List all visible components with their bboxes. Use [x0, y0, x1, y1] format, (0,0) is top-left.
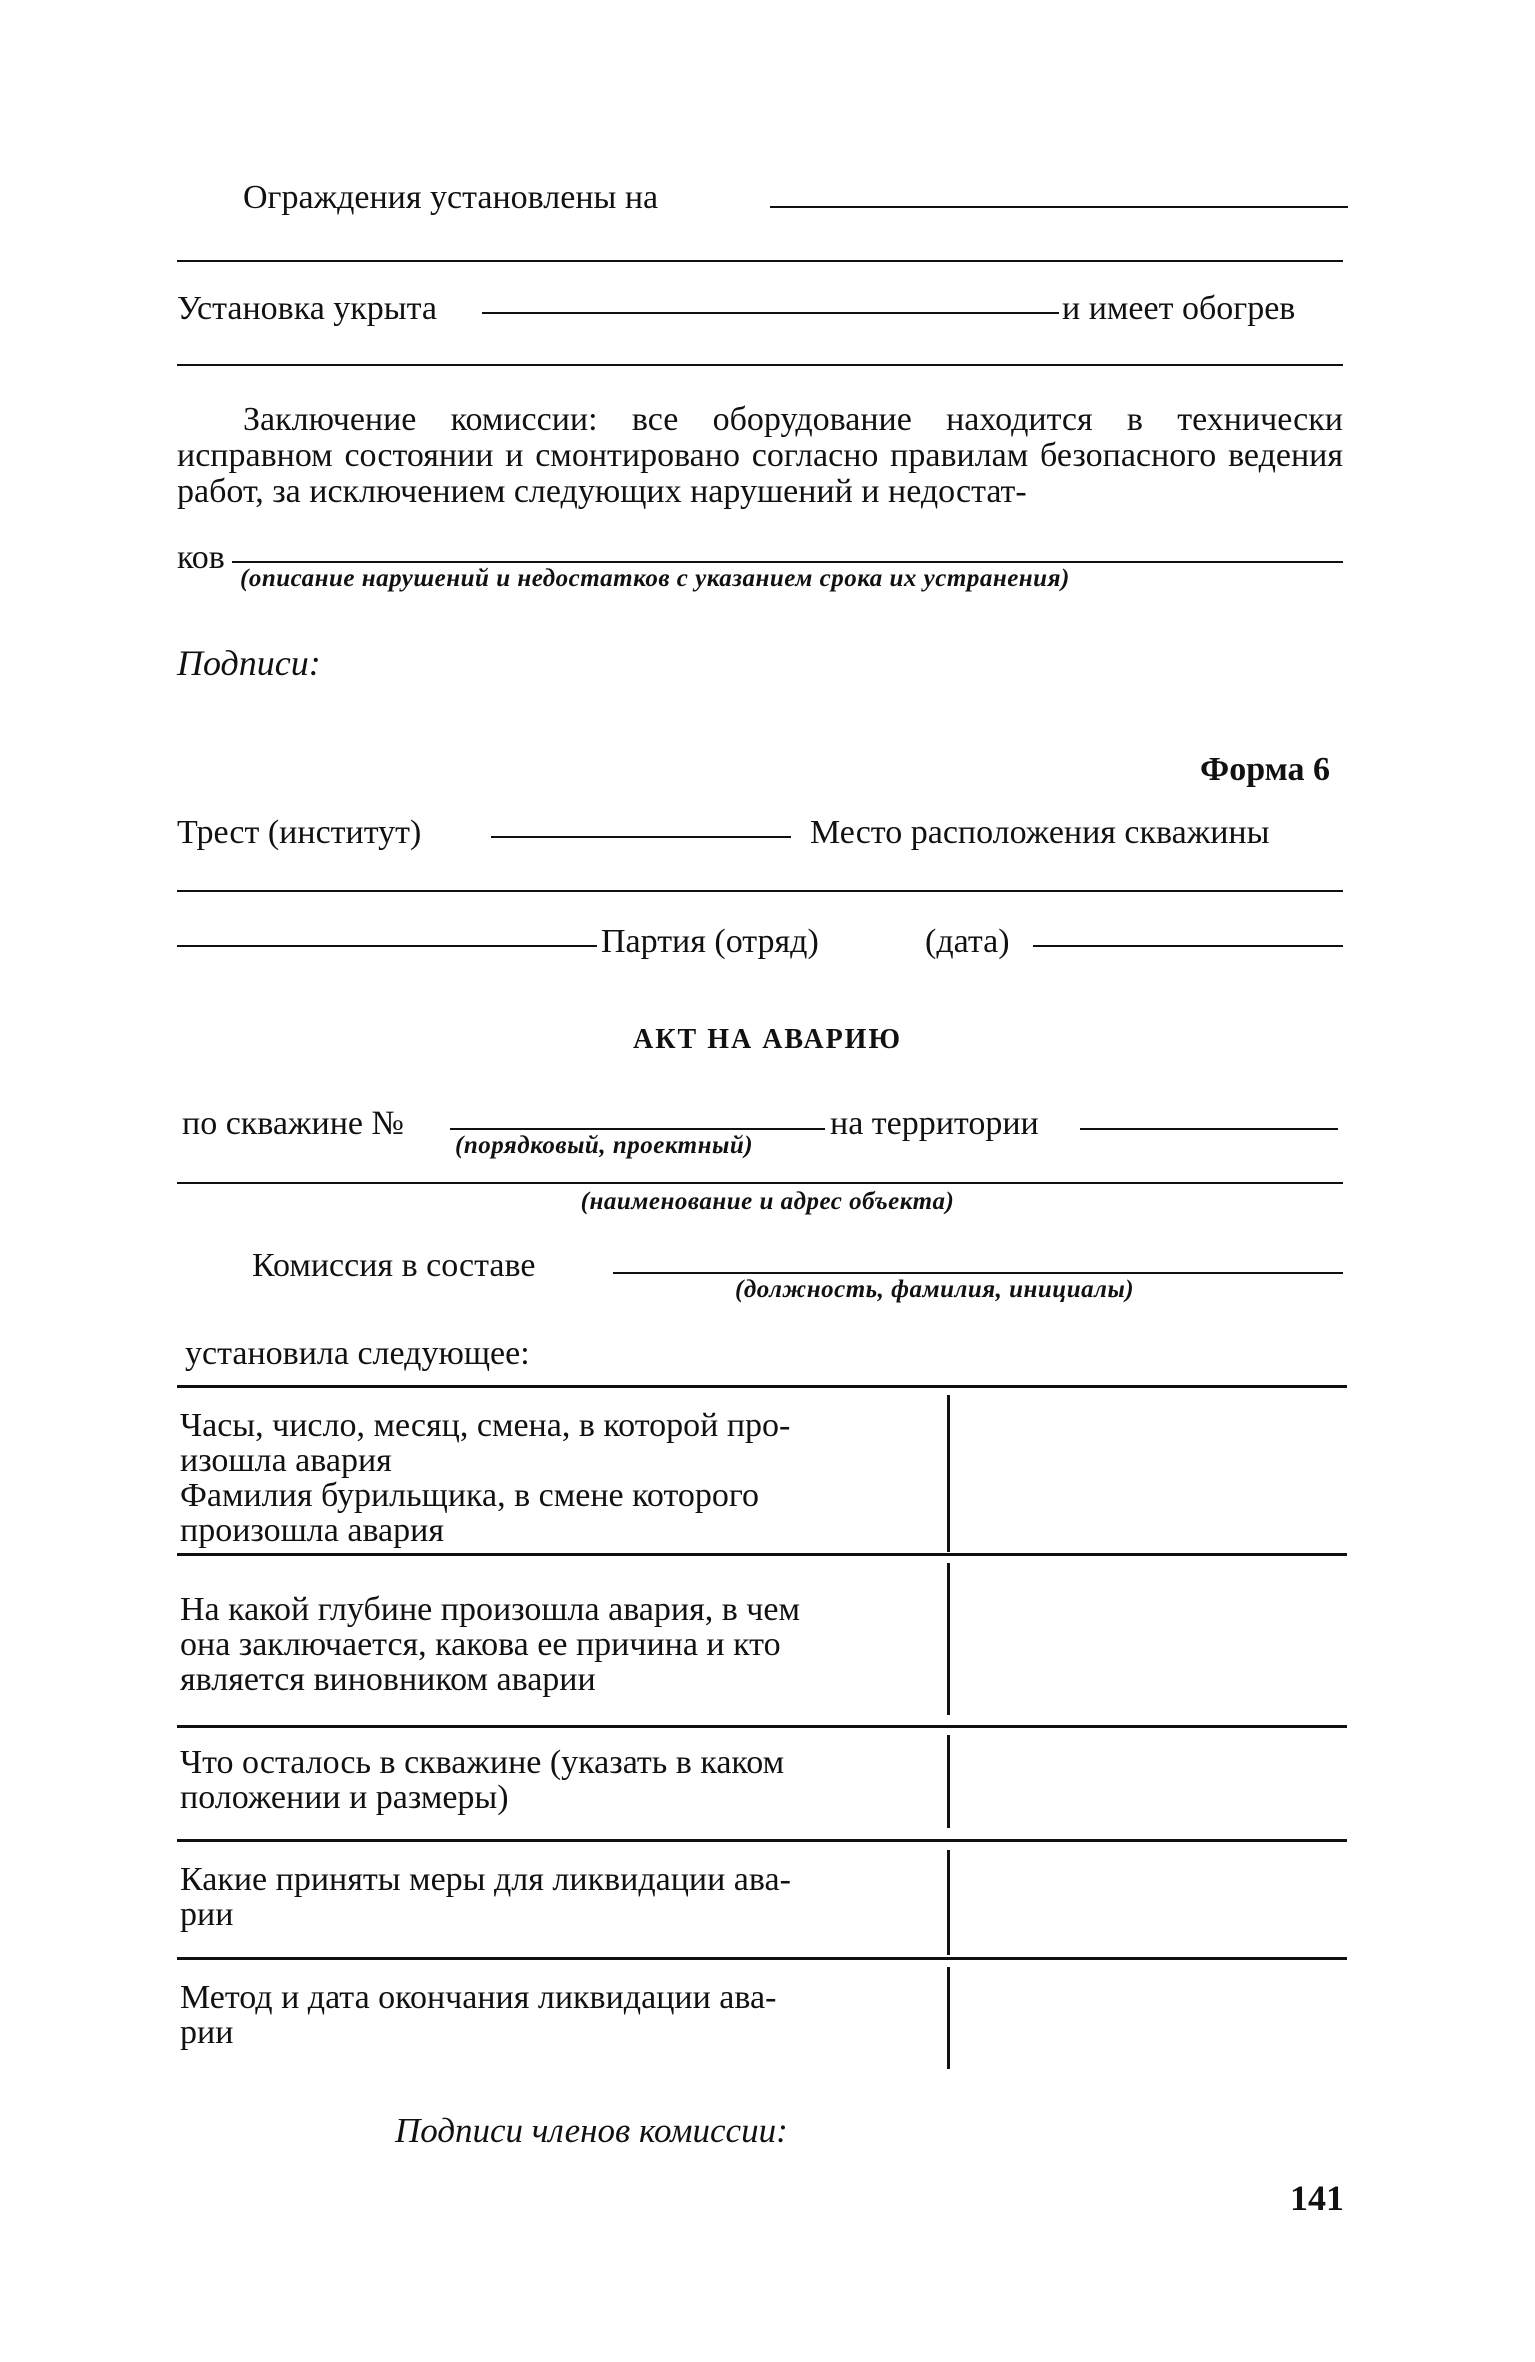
fences-label: Ограждения установлены на: [243, 179, 659, 216]
table-column-divider: [947, 1395, 950, 1552]
date-fill-line: [1033, 945, 1343, 947]
table-row-text: На какой глубине произошла авария, в чем: [180, 1591, 800, 1628]
page-number: 141: [1290, 2178, 1344, 2218]
table-rule: [177, 1385, 1347, 1388]
document-title: АКТ НА АВАРИЮ: [633, 1024, 902, 1055]
table-rule: [177, 1839, 1347, 1842]
location-fill-line: [177, 890, 1343, 892]
commission-hint: (должность, фамилия, инициалы): [735, 1276, 1135, 1303]
table-row-text: Метод и дата окончания ликвидации ава-: [180, 1979, 777, 2016]
table-row-2-label: [180, 1592, 925, 1697]
table-row-4-label: [180, 1862, 925, 1932]
conclusion-text: Заключение комиссии: все оборудование находится в технически исправном состоянии и смонтировано согласно правилам безопасного ведения работ, за исключением следующих нарушений и недостат-: [177, 401, 1343, 510]
table-column-divider: [947, 1967, 950, 2069]
form-label: Форма 6: [1200, 751, 1331, 788]
shelter-fill-line: [482, 312, 1059, 314]
commission-fill-line: [613, 1272, 1343, 1274]
heating-fill-line: [177, 364, 1343, 366]
table-row-1-label: [180, 1408, 925, 1548]
table-row-text: положении и размеры): [180, 1779, 509, 1816]
signatures-heading: Подписи:: [177, 643, 321, 683]
well-fill-line: [450, 1128, 825, 1130]
object-fill-line: [177, 1182, 1343, 1184]
trust-fill-line: [491, 836, 791, 838]
fences-fill-line: [770, 206, 1348, 208]
date-label: (дата): [925, 923, 1010, 960]
table-row-text: Какие приняты меры для ликвидации ава-: [180, 1861, 791, 1898]
table-row-text: Часы, число, месяц, смена, в которой про-: [180, 1407, 791, 1444]
shelter-label: Установка укрыта: [177, 290, 438, 327]
location-label: Место расположения скважины: [810, 814, 1270, 851]
fences-continuation-line: [177, 260, 1343, 262]
table-row-3-label: [180, 1745, 925, 1815]
well-hint: (порядковый, проектный): [455, 1132, 754, 1159]
member-signatures-heading: Подписи членов комиссии:: [395, 2111, 788, 2150]
territory-label: на территории: [830, 1105, 1039, 1142]
table-rule: [177, 1725, 1347, 1728]
table-row-text: изошла авария: [180, 1442, 392, 1479]
conclusion-fill-line: [232, 561, 1343, 563]
table-row-text: рии: [180, 2014, 234, 2051]
party-label: Партия (отряд): [601, 923, 819, 960]
party-fill-line: [177, 945, 597, 947]
conclusion-tail: ков: [177, 539, 225, 576]
table-row-text: произошла авария: [180, 1512, 444, 1549]
table-row-text: Фамилия бурильщика, в смене которого: [180, 1477, 759, 1514]
table-row-text: она заключается, какова ее причина и кто: [180, 1626, 781, 1663]
conclusion-hint: (описание нарушений и недостатков с указанием срока их устранения): [240, 565, 1070, 592]
established-label: установила следующее:: [185, 1335, 530, 1372]
territory-fill-line: [1080, 1128, 1338, 1130]
table-column-divider: [947, 1735, 950, 1828]
table-rule: [177, 1957, 1347, 1960]
table-column-divider: [947, 1563, 950, 1715]
trust-label: Трест (институт): [177, 814, 422, 851]
well-label: по скважине №: [182, 1105, 404, 1142]
table-row-text: рии: [180, 1896, 234, 1933]
table-row-5-label: [180, 1980, 925, 2050]
table-row-text: является виновником аварии: [180, 1661, 596, 1698]
table-rule: [177, 1553, 1347, 1556]
object-hint: (наименование и адрес объекта): [580, 1188, 955, 1215]
commission-label: Комиссия в составе: [252, 1247, 536, 1284]
heating-label: и имеет обогрев: [1062, 290, 1296, 327]
table-row-text: Что осталось в скважине (указать в каком: [180, 1744, 785, 1781]
table-column-divider: [947, 1850, 950, 1955]
